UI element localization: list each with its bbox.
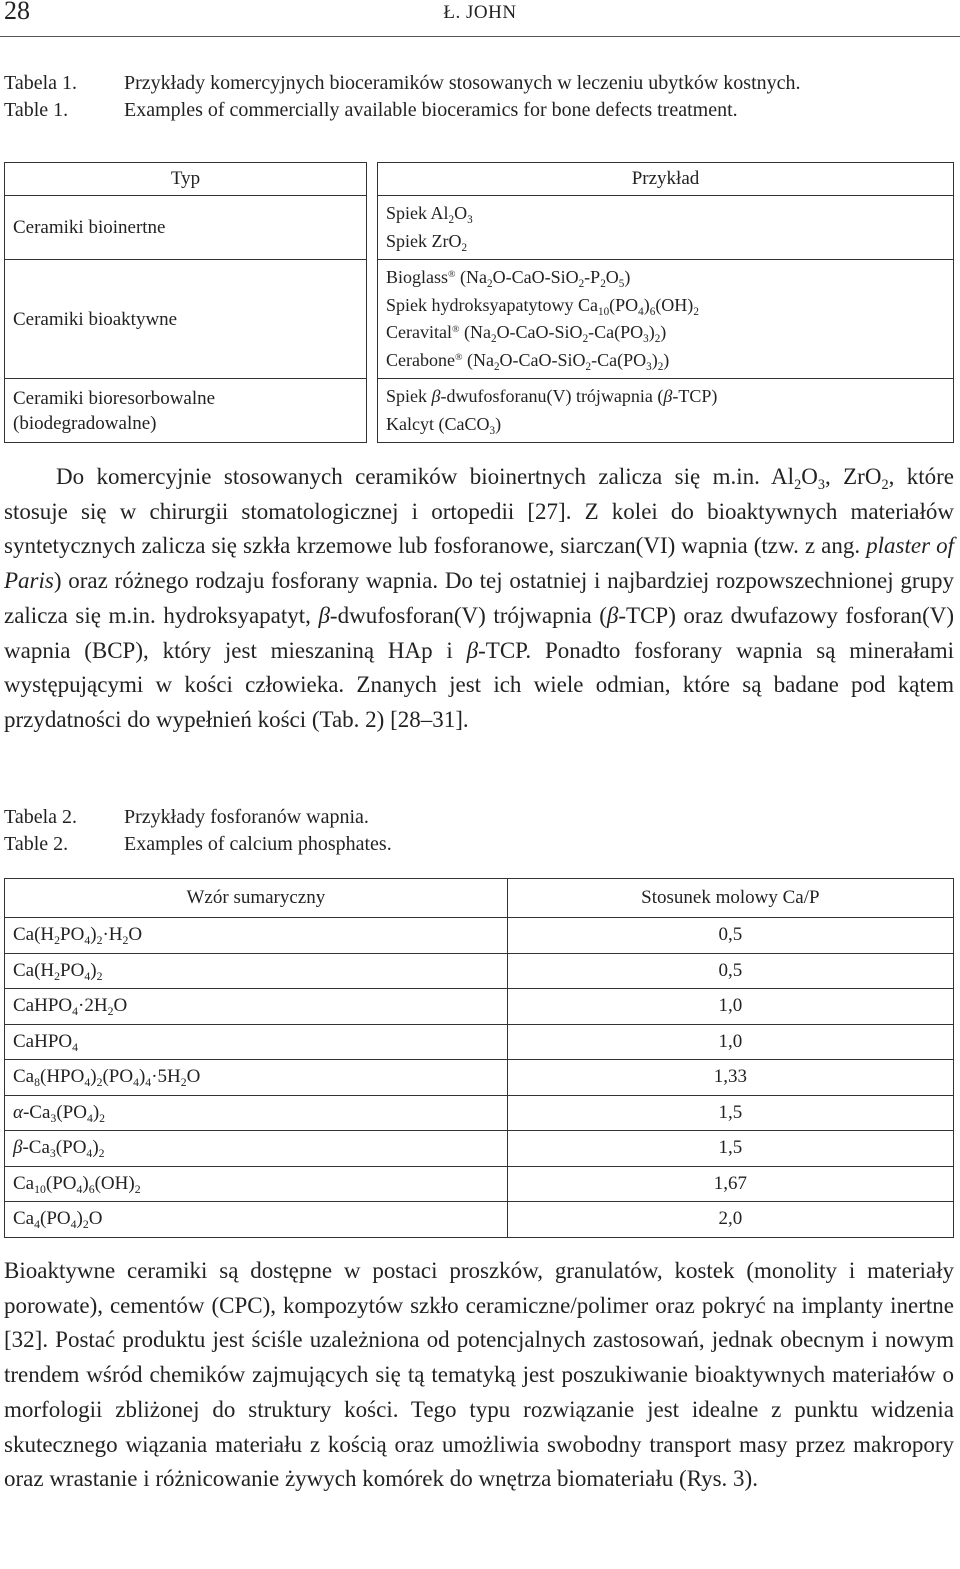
table2-formula-cell: $\alpha-Ca_3(PO_4)_2$: [5, 1095, 508, 1131]
table2-label-pl: Tabela 2.: [4, 806, 78, 828]
table2-row: [5, 989, 954, 1025]
table1-example-cell: [378, 260, 954, 379]
table1-caption-pl: Przykłady komercyjnych bioceramików stosowanych w leczeniu ubytków kostnych.: [124, 72, 801, 94]
header-rule: [0, 36, 960, 37]
table1-example-line: Spiek β-dwufosforanu(V) trójwapnia (β-TCP): [386, 386, 718, 406]
table1-example-cell: [378, 379, 954, 443]
table2-caption: [4, 804, 392, 858]
table1-row: [5, 196, 954, 260]
table2-header-formula: Wzór sumaryczny: [5, 879, 508, 918]
table2-label-en: Table 2.: [4, 833, 69, 855]
table2-formula-cell: $Ca(H_2PO_4)_2$: [5, 953, 508, 989]
table1-example-line: Spiek $Al_2O_3$: [386, 203, 473, 226]
table1-caption: [4, 70, 801, 124]
table2-formula-cell: $Ca_4(PO_4)_2O$: [5, 1202, 508, 1238]
table2-ratio-cell: 1,5: [507, 1131, 953, 1167]
table1-type-cell: Ceramiki bioinertne: [5, 196, 367, 260]
table1-row: [5, 260, 954, 379]
table2-ratio-cell: 1,0: [507, 989, 953, 1025]
table1-example-line: Kalcyt (CaCO$_3$): [386, 413, 502, 437]
table2: [4, 878, 954, 1238]
paragraph-2: Bioaktywne ceramiki są dostępne w postaci proszków, granulatów, kostek (monolity i materiały porowate), cementów (CPC), kompozytów szkło ceramiczne/polimer oraz pokryć na implanty inertne [32]. Postać produktu jest ściśle uzależniona od potencjalnych zastosowań, jednak obecnym i nowym trendem wśród chemików zajmujących się tą tematyką jest poszukiwanie bioaktywnych materiałów o morfologii zbliżonej do struktury kości. Tego typu rozwiązanie jest idealne z punktu widzenia skutecznego wiązania materiału z kością oraz umożliwia swobodny transport masy przez makropory oraz wrastanie i różnicowanie żywych komórek do wnętrza biomateriału (Rys. 3).: [4, 1258, 954, 1492]
table2-row: [5, 918, 954, 954]
table1-caption-en: Examples of commercially available bioceramics for bone defects treatment.: [124, 99, 738, 121]
table2-ratio-cell: 1,33: [507, 1060, 953, 1096]
table1-example-line: Cerabone® $(Na_2O-CaO-SiO_2-Ca(PO_3)_2)$: [386, 349, 670, 373]
table2-formula-cell: $Ca_8(HPO_4)_2(PO_4)_4\cdot 5H_2O$: [5, 1060, 508, 1096]
table2-row: [5, 1131, 954, 1167]
table1-header-example: Przykład: [378, 163, 954, 196]
table2-ratio-cell: 0,5: [507, 953, 953, 989]
table2-row: [5, 953, 954, 989]
table1: [4, 162, 954, 443]
table2-row: [5, 1166, 954, 1202]
table2-ratio-cell: 1,5: [507, 1095, 953, 1131]
paragraph-1: Do komercyjnie stosowanych ceramików bioinertnych zalicza się m.in. $Al_2O_3$, ZrO$_2$, które stosuje się w chirurgii stomatologicznej i ortopedii [27]. Z kolei do bioaktywnych materiałów syntetycznych zalicza się szkła krzemowe lub fosforanowe, siarczan(VI) wapnia (tzw. z ang. plaster of Paris) oraz różnego rodzaju fosforany wapnia. Do tej ostatniej i najbardziej rozpowszechnionej grupy zalicza się m.in. hydroksyapatyt, β-dwufosforan(V) trójwapnia (β-TCP) oraz dwufazowy fosforan(V) wapnia (BCP), który jest mieszaniną HAp i β-TCP. Ponadto fosforany wapnia są minerałami występującymi w kości człowieka. Znanych jest ich wiele odmian, które są badane pod kątem przydatności do wypełnień kości (Tab. 2) [28–31].: [4, 464, 954, 732]
table1-example-line: Ceravital® $(Na_2O-CaO-SiO_2-Ca(PO_3)_2)$: [386, 322, 667, 345]
table2-ratio-cell: 1,0: [507, 1024, 953, 1060]
table1-example-line: Spiek ZrO$_2$: [386, 230, 468, 254]
table1-example-line: Bioglass® $(Na_2O-CaO-SiO_2-P_2O_5)$: [386, 267, 631, 290]
table2-caption-pl: Przykłady fosforanów wapnia.: [124, 806, 369, 828]
table2-formula-cell: $\beta-Ca_3(PO_4)_2$: [5, 1131, 508, 1167]
table2-row: [5, 1202, 954, 1238]
table2-row: [5, 1060, 954, 1096]
table1-type-cell: Ceramiki bioresorbowalne (biodegradowalne): [5, 379, 367, 443]
table2-formula-cell: $Ca_{10}(PO_4)_6(OH)_2$: [5, 1166, 508, 1202]
table2-row: [5, 1095, 954, 1131]
page-number: 28: [4, 0, 30, 25]
table2-ratio-cell: 1,67: [507, 1166, 953, 1202]
table1-example-cell: [378, 196, 954, 260]
table2-ratio-cell: 0,5: [507, 918, 953, 954]
table2-formula-cell: CaHPO$_4$: [5, 1024, 508, 1060]
running-title: Ł. JOHN: [443, 2, 517, 23]
table1-type-cell: Ceramiki bioaktywne: [5, 260, 367, 379]
table1-label-en: Table 1.: [4, 99, 69, 121]
table1-label-pl: Tabela 1.: [4, 72, 78, 94]
table2-formula-cell: $Ca(H_2PO_4)_2\cdot H_2O$: [5, 918, 508, 954]
table2-formula-cell: $CaHPO_4\cdot 2H_2O$: [5, 989, 508, 1025]
table2-header-ratio: Stosunek molowy Ca/P: [507, 879, 953, 918]
table1-header-type: Typ: [5, 163, 367, 196]
table2-ratio-cell: 2,0: [507, 1202, 953, 1238]
table1-example-line: Spiek hydroksyapatytowy $Ca_{10}(PO_4)_6(OH)_2$: [386, 294, 699, 318]
table1-row: [5, 379, 954, 443]
table2-row: [5, 1024, 954, 1060]
table2-caption-en: Examples of calcium phosphates.: [124, 833, 392, 855]
page-header: [0, 0, 960, 38]
